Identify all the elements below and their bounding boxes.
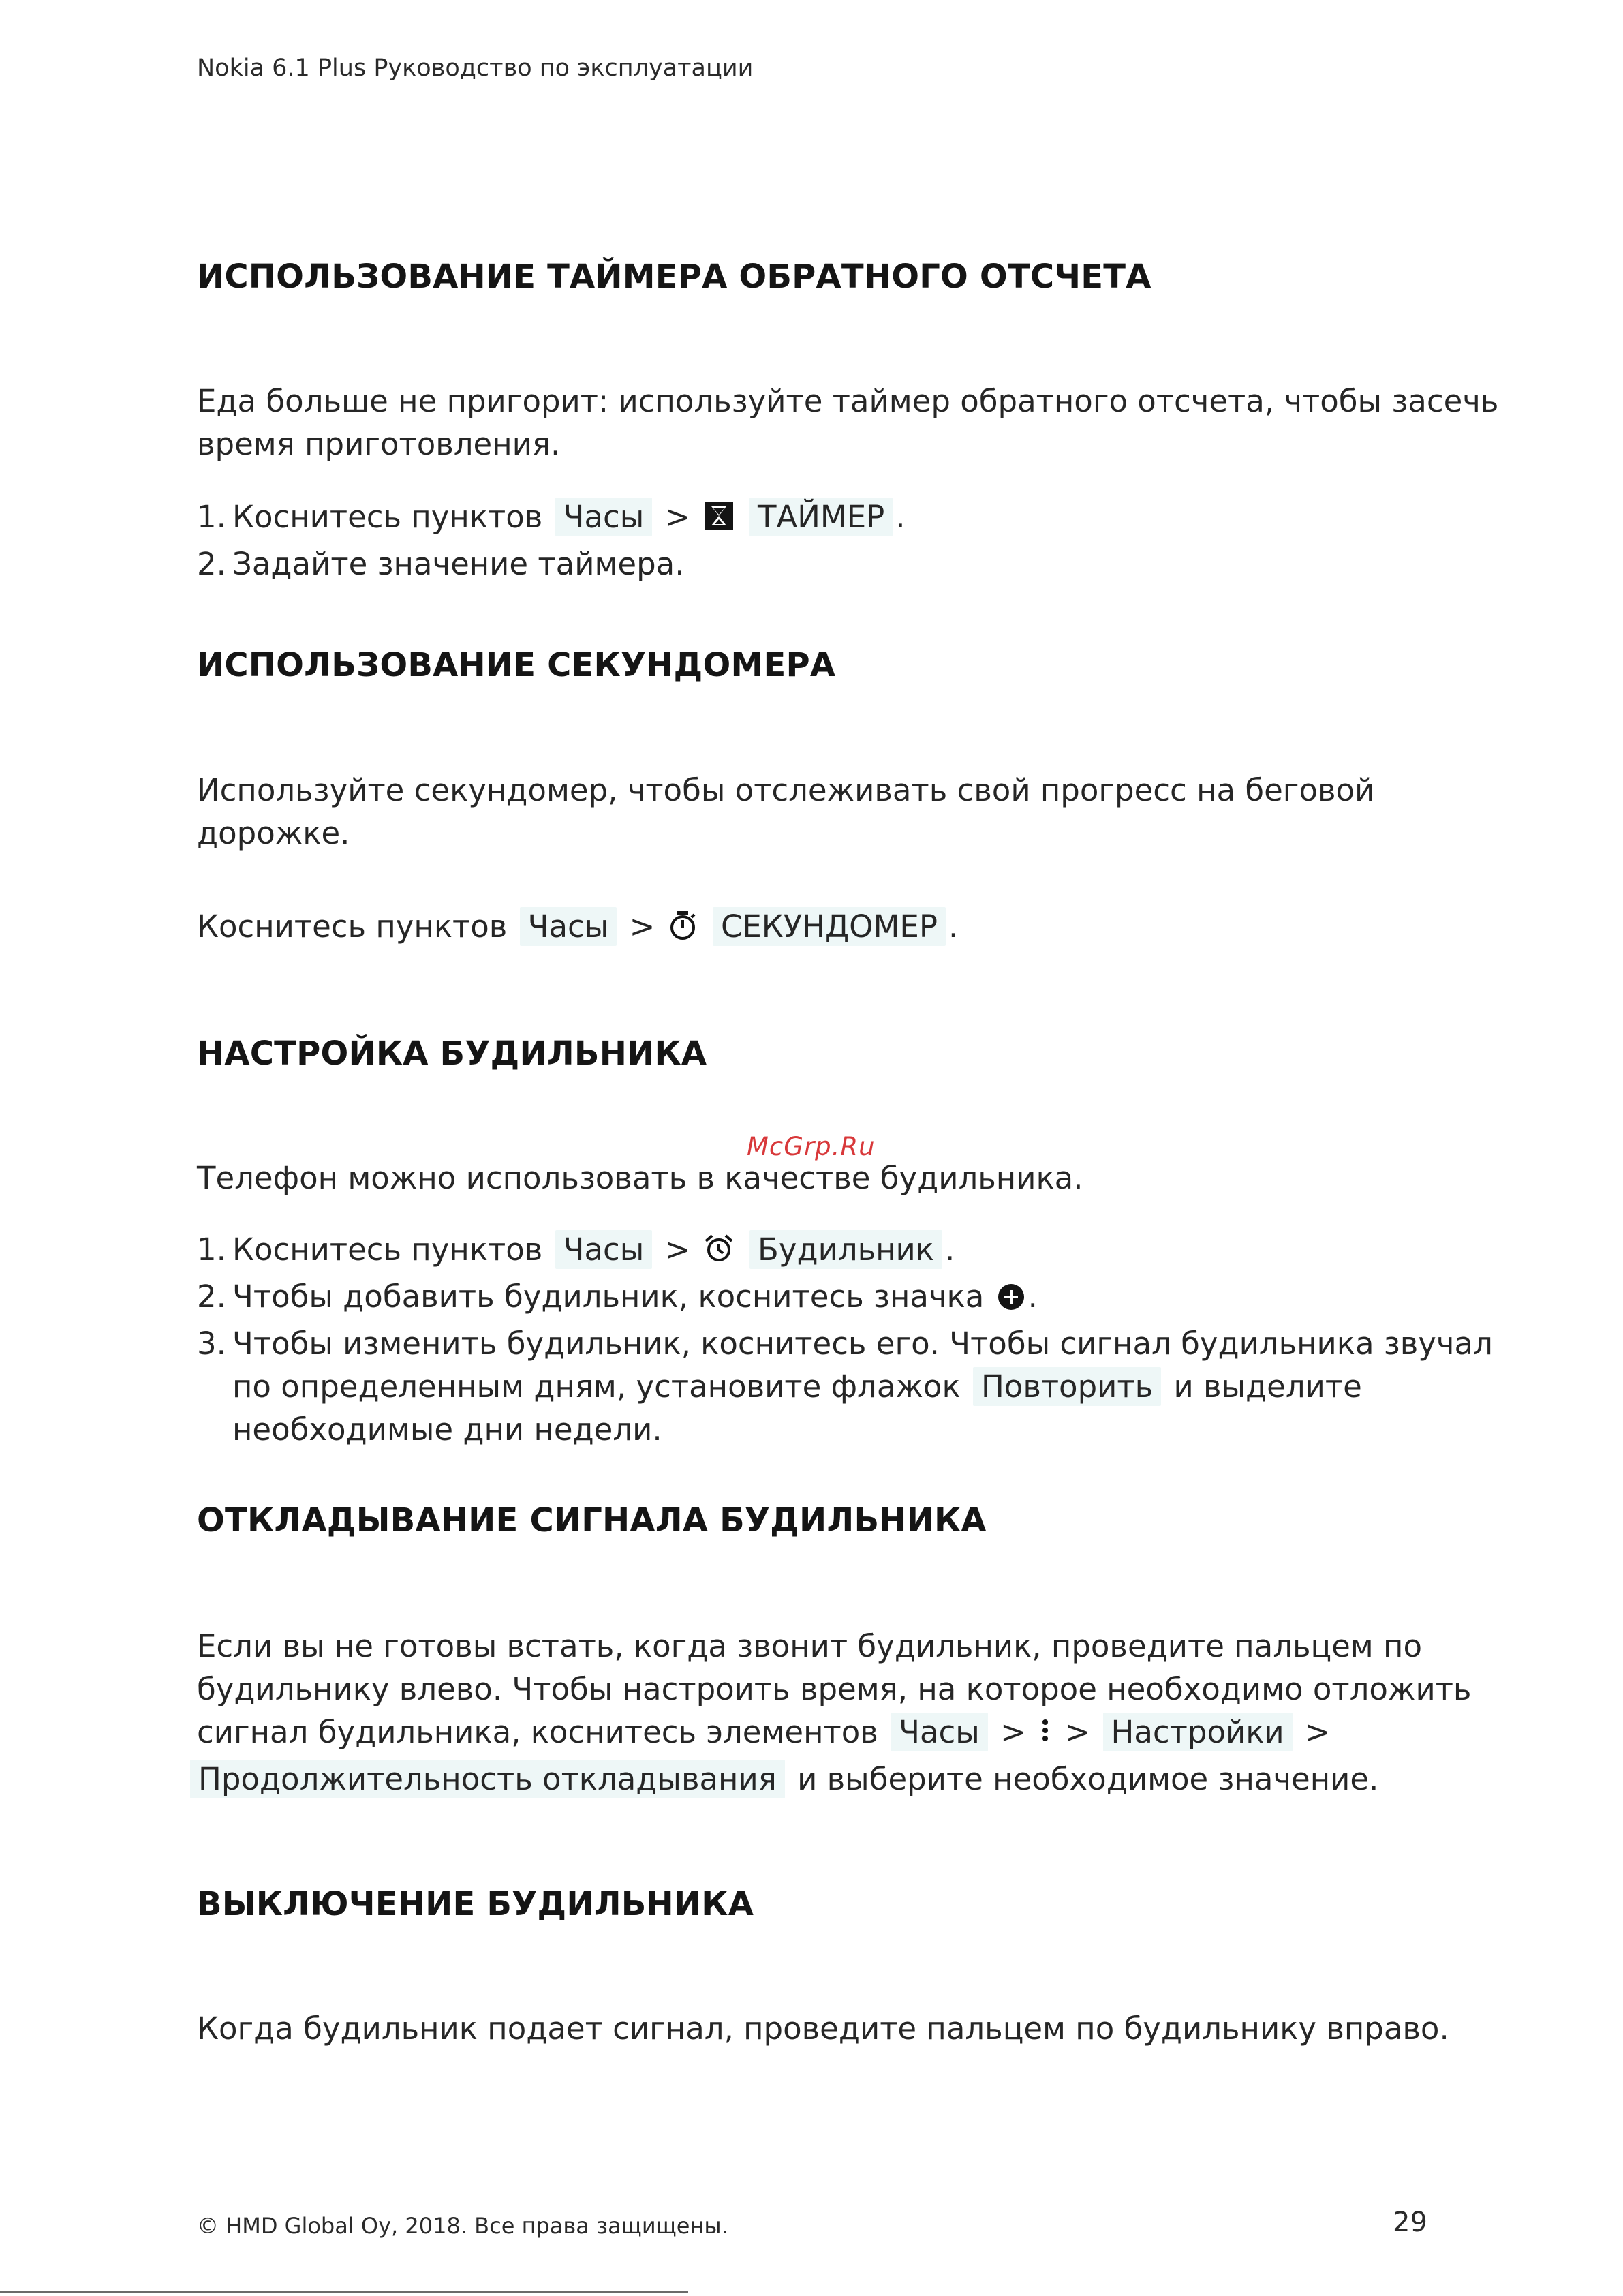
alarm-steps (197, 1228, 1493, 1451)
clock-app-label[interactable]: Часы (555, 1230, 653, 1269)
timer-intro: Еда больше не пригорит: используйте таймер обратного отсчета, чтобы засечь время приготовления. (197, 383, 1499, 462)
snooze-paragraph: Если вы не готовы встать, когда звонит будильник, проведите пальцем по будильнику влево. Чтобы настроить время, на которое необходимо отложить сигнал будильника, коснитесь элементов Часы > > Настройки > Продолжительность откладывания и выберите необходимое значение. (197, 1625, 1437, 1801)
page-bottom-rule (0, 2291, 688, 2293)
more-vert-icon (1038, 1715, 1052, 1758)
section-heading-dismiss: ВЫКЛЮЧЕНИЕ БУДИЛЬНИКА (197, 1885, 754, 1923)
alarm-clock-icon (703, 1232, 735, 1275)
section-heading-timer: ИСПОЛЬЗОВАНИЕ ТАЙМЕРА ОБРАТНОГО ОТСЧЕТА (197, 258, 1151, 296)
alarm-intro: Телефон можно использовать в качестве будильника. (197, 1160, 1083, 1196)
clock-app-label[interactable]: Часы (555, 498, 653, 536)
list-item: 2. Чтобы добавить будильник, коснитесь значка . (197, 1275, 1437, 1322)
settings-menu-label[interactable]: Настройки (1103, 1713, 1293, 1751)
dismiss-text: Когда будильник подает сигнал, проведите пальцем по будильнику вправо. (197, 2010, 1449, 2047)
list-item: 2. Задайте значение таймера. (197, 546, 685, 582)
timer-steps (197, 495, 1437, 585)
stopwatch-icon (668, 909, 698, 952)
list-item: 1. Коснитесь пунктов Часы > ТАЙМЕР . (197, 495, 1437, 542)
stopwatch-tab-label[interactable]: СЕКУНДОМЕР (713, 907, 946, 946)
add-circle-icon (997, 1279, 1025, 1322)
timer-tab-label[interactable]: ТАЙМЕР (749, 498, 893, 536)
stopwatch-intro: Используйте секундомер, чтобы отслеживать свой прогресс на беговой дорожке. (197, 772, 1375, 851)
watermark: McGrp.Ru (747, 1132, 876, 1161)
repeat-checkbox-label[interactable]: Повторить (973, 1367, 1161, 1406)
footer-copyright: © HMD Global Oy, 2018. Все права защищены. (197, 2213, 728, 2239)
list-item: 3. Чтобы изменить будильник, коснитесь его. Чтобы сигнал будильника звучал по определенным дням, установите флажок Повторить и выделите необходимые дни недели. (197, 1326, 1493, 1448)
stopwatch-instruction: Коснитесь пунктов Часы > СЕКУНДОМЕР . (197, 905, 1437, 952)
page-header: Nokia 6.1 Plus Руководство по эксплуатации (197, 55, 754, 82)
section-heading-alarm: НАСТРОЙКА БУДИЛЬНИКА (197, 1035, 707, 1073)
list-item: 1. Коснитесь пунктов Часы > Будильник . (197, 1228, 1437, 1275)
alarm-tab-label[interactable]: Будильник (749, 1230, 942, 1269)
page-number: 29 (1393, 2207, 1427, 2238)
section-heading-stopwatch: ИСПОЛЬЗОВАНИЕ СЕКУНДОМЕРА (197, 646, 836, 684)
clock-app-label[interactable]: Часы (520, 907, 617, 946)
clock-app-label[interactable]: Часы (891, 1713, 988, 1751)
snooze-duration-label[interactable]: Продолжительность откладывания (190, 1760, 785, 1798)
section-heading-snooze: ОТКЛАДЫВАНИЕ СИГНАЛА БУДИЛЬНИКА (197, 1501, 987, 1540)
hourglass-icon (703, 500, 735, 542)
